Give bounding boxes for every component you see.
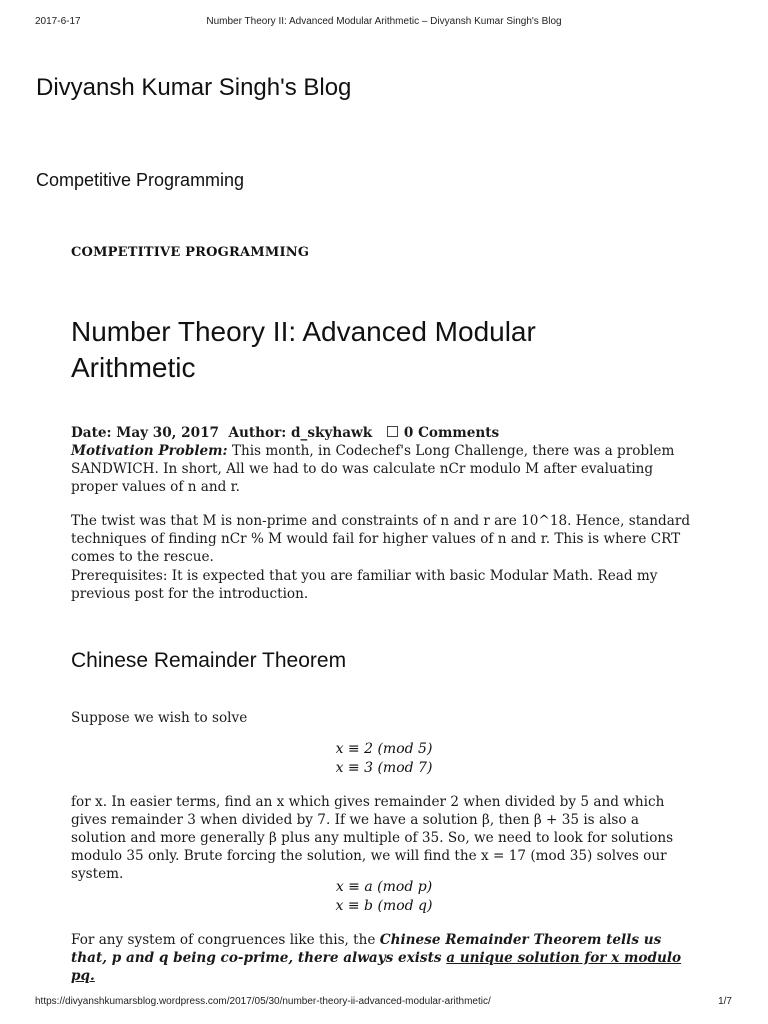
crt-emphasis: Chinese Remainder Theorem tells us that, p and q being co-prime, there always exists xyxy=(71,932,662,966)
motivation-text: This month, in Codechef's Long Challenge, there was a problem SANDWICH. In short, All we had to do was calculate nCr modulo M after evaluating proper values of n and r. xyxy=(71,443,675,495)
site-title[interactable]: Divyansh Kumar Singh's Blog xyxy=(36,74,352,101)
site-tagline: Competitive Programming xyxy=(36,170,245,190)
section-heading-crt: Chinese Remainder Theorem xyxy=(71,649,347,672)
post-title: Number Theory II: Advanced Modular Arithmetic xyxy=(71,316,536,383)
equation-system-general xyxy=(0,878,768,916)
paragraph-explanation: for x. In easier terms, find an x which gives remainder 2 when divided by 5 and which gives remainder 3 when divided by 7. If we have a solution β, then β + 35 is also a solution and more generally β plus any multiple of 35. So, we need to look for solutions modulo 35 only. Brute forcing the solution, we will find the x = 17 (mod 35) solves our system. xyxy=(71,794,674,882)
comment-icon xyxy=(387,426,398,437)
paragraph-crt-statement xyxy=(71,931,695,985)
post-date[interactable]: May 30, 2017 xyxy=(116,425,219,441)
print-url: https://divyanshkumarsblog.wordpress.com/2017/05/30/number-theory-ii-advanced-modular-arithmetic/ xyxy=(35,996,491,1007)
prereq-tail: for the introduction. xyxy=(163,586,309,602)
date-label: Date: xyxy=(71,425,112,441)
crt-lead: For any system of congruences like this, the xyxy=(71,932,380,948)
previous-post-link[interactable]: previous post xyxy=(71,586,164,602)
post-author-link[interactable]: d_skyhawk xyxy=(291,425,373,441)
paragraph-suppose: Suppose we wish to solve xyxy=(71,710,248,726)
paragraph-prerequisites xyxy=(71,567,695,603)
post-category-link[interactable]: COMPETITIVE PROGRAMMING xyxy=(71,245,310,260)
motivation-lead: Motivation Problem: xyxy=(71,443,228,459)
print-page-number: 1/7 xyxy=(718,996,732,1007)
unique-solution-link[interactable]: a unique solution for x modulo pq. xyxy=(71,950,682,984)
equation-line: x ≡ a (mod p) xyxy=(335,879,433,895)
equation-line: x ≡ 3 (mod 7) xyxy=(335,760,433,776)
equation-line: x ≡ b (mod q) xyxy=(335,898,433,914)
equation-line: x ≡ 2 (mod 5) xyxy=(335,741,433,757)
comments-link[interactable]: 0 Comments xyxy=(403,425,500,441)
paragraph-twist: The twist was that M is non-prime and constraints of n and r are 10^18. Hence, standard techniques of finding nCr % M would fail for higher values of n and r. This is where CRT comes to the rescue. xyxy=(71,513,691,565)
equation-system-numeric xyxy=(0,740,768,778)
paragraph-motivation xyxy=(71,442,695,496)
print-page-title: Number Theory II: Advanced Modular Arithmetic – Divyansh Kumar Singh's Blog xyxy=(206,16,562,27)
post-meta xyxy=(71,424,499,442)
print-date: 2017-6-17 xyxy=(35,16,81,27)
author-label: Author: xyxy=(228,425,287,441)
prereq-lead: Prerequisites: It is expected that you are familiar with basic Modular Math. Read my xyxy=(71,568,658,584)
